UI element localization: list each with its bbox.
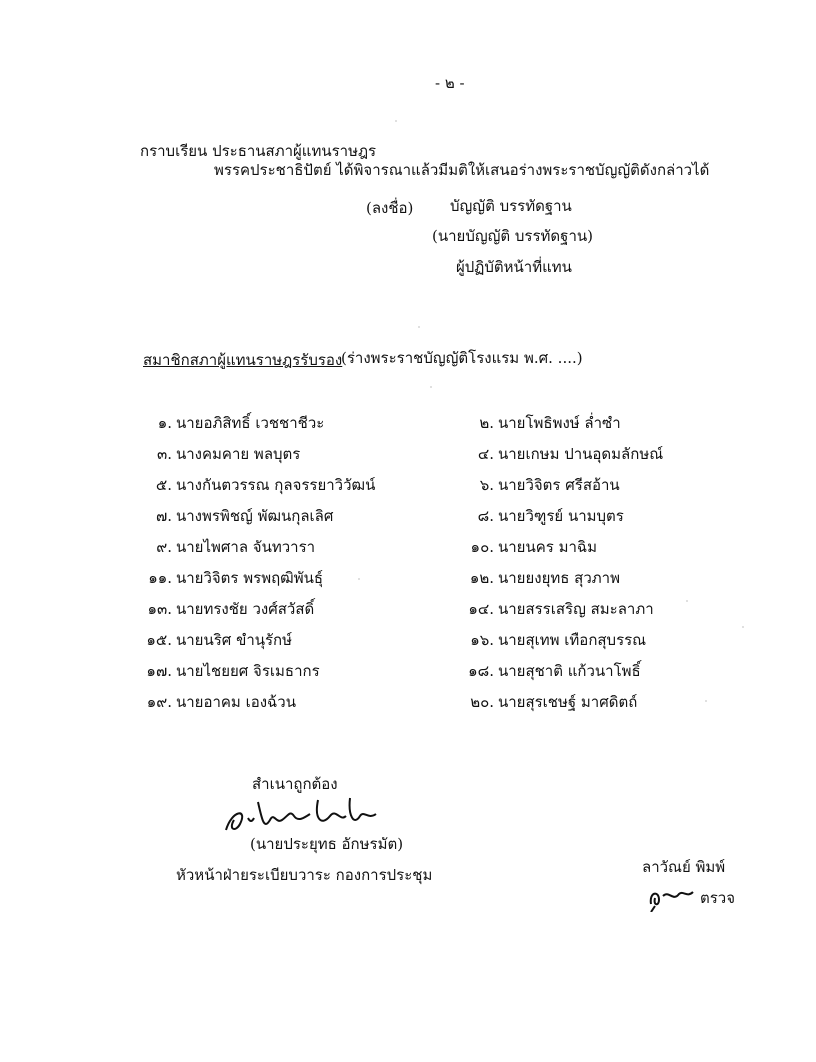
member-name: นายโพธิพงษ์ ล่ำซำ [498,414,621,432]
members-bill: (ร่างพระราชบัญญัติโรงแรม พ.ศ. ....) [341,349,583,367]
member-name: นางคมคาย พลบุตร [176,445,301,463]
member-name: นายอาคม เองฉ้วน [176,693,296,711]
scan-speck [686,600,688,602]
member-number: ๑๑. [148,569,172,587]
member-name: นายสรรเสริญ สมะลาภา [498,600,654,618]
sign-name: บัญญัติ บรรทัดฐาน [450,197,572,215]
member-number: ๒๐. [470,693,494,711]
member-number: ๑. [157,414,172,432]
members-heading: สมาชิกสภาผู้แทนราษฎรรับรอง [143,351,343,369]
checker-label: ตรวจ [700,889,736,907]
certifier-title: หัวหน้าฝ่ายระเบียบวาระ กองการประชุม [176,866,433,884]
member-name: นายวิจิตร พรพฤฒิพันธุ์ [176,569,324,587]
member-number: ๑๒. [469,569,494,587]
member-name: นายไชยยศ จิรเมธากร [176,662,320,680]
member-number: ๑๕. [146,631,172,649]
scan-speck [418,326,420,328]
member-name: นายนคร มาฉิม [498,538,597,556]
certified-label: สำเนาถูกต้อง [252,775,338,793]
member-number: ๖. [479,476,494,494]
member-name: นางกันตวรรณ กุลจรรยาวิวัฒน์ [176,476,376,494]
scan-speck [395,120,397,122]
member-number: ๓. [156,445,172,463]
member-number: ๑๙. [146,693,172,711]
typist-label: ลาวัณย์ พิมพ์ [642,858,726,876]
checker-initials [645,882,705,912]
member-number: ๑๔. [468,600,494,618]
member-name: นายวิฑูรย์ นามบุตร [498,507,624,525]
member-number: ๘. [477,507,494,525]
certifier-signature [218,790,388,840]
scan-speck [430,386,432,388]
member-number: ๑๘. [468,662,494,680]
member-name: นายวิจิตร ศรีสอ้าน [498,476,620,494]
member-number: ๙. [156,538,172,556]
sign-role: ผู้ปฏิบัติหน้าที่แทน [456,258,572,276]
member-number: ๑๖. [470,631,494,649]
sign-fullname: (นายบัญญัติ บรรทัดฐาน) [432,227,593,245]
certifier-name: (นายประยุทธ อักษรมัต) [250,835,404,853]
member-number: ๑๗. [146,662,172,680]
member-name: นายไพศาล จันทวารา [176,538,316,556]
page-number: - ๒ - [435,74,465,92]
sign-prefix: (ลงชื่อ) [366,199,414,217]
body-line: พรรคประชาธิปัตย์ ได้พิจารณาแล้วมีมติให้เสนอร่างพระราชบัญญัติดังกล่าวได้ [214,161,710,179]
member-name: นายอภิสิทธิ์ เวชชาชีวะ [176,414,325,432]
member-name: นายสุเทพ เทือกสุบรรณ [498,631,647,649]
member-number: ๒. [479,414,494,432]
scan-speck [358,578,360,580]
member-name: นายสุรเชษฐ์ มาศดิตถ์ [498,693,638,711]
scan-speck [742,626,744,628]
member-name: นายนริศ ขำนุรักษ์ [176,631,293,649]
member-number: ๑๓. [147,600,172,618]
member-name: นายทรงชัย วงศ์สวัสดิ์ [176,600,315,618]
member-number: ๔. [477,445,494,463]
member-name: นายยงยุทธ สุวภาพ [498,569,620,587]
scan-speck [705,700,707,702]
member-name: นางพรพิชญ์ พัฒนกุลเลิศ [176,507,334,525]
salutation: กราบเรียน ประธานสภาผู้แทนราษฎร [140,142,377,160]
member-number: ๗. [155,507,172,525]
member-name: นายสุชาติ แก้วนาโพธิ์ [498,662,641,680]
member-number: ๑๐. [470,538,494,556]
member-name: นายเกษม ปานอุดมลักษณ์ [498,445,664,463]
member-number: ๕. [155,476,172,494]
